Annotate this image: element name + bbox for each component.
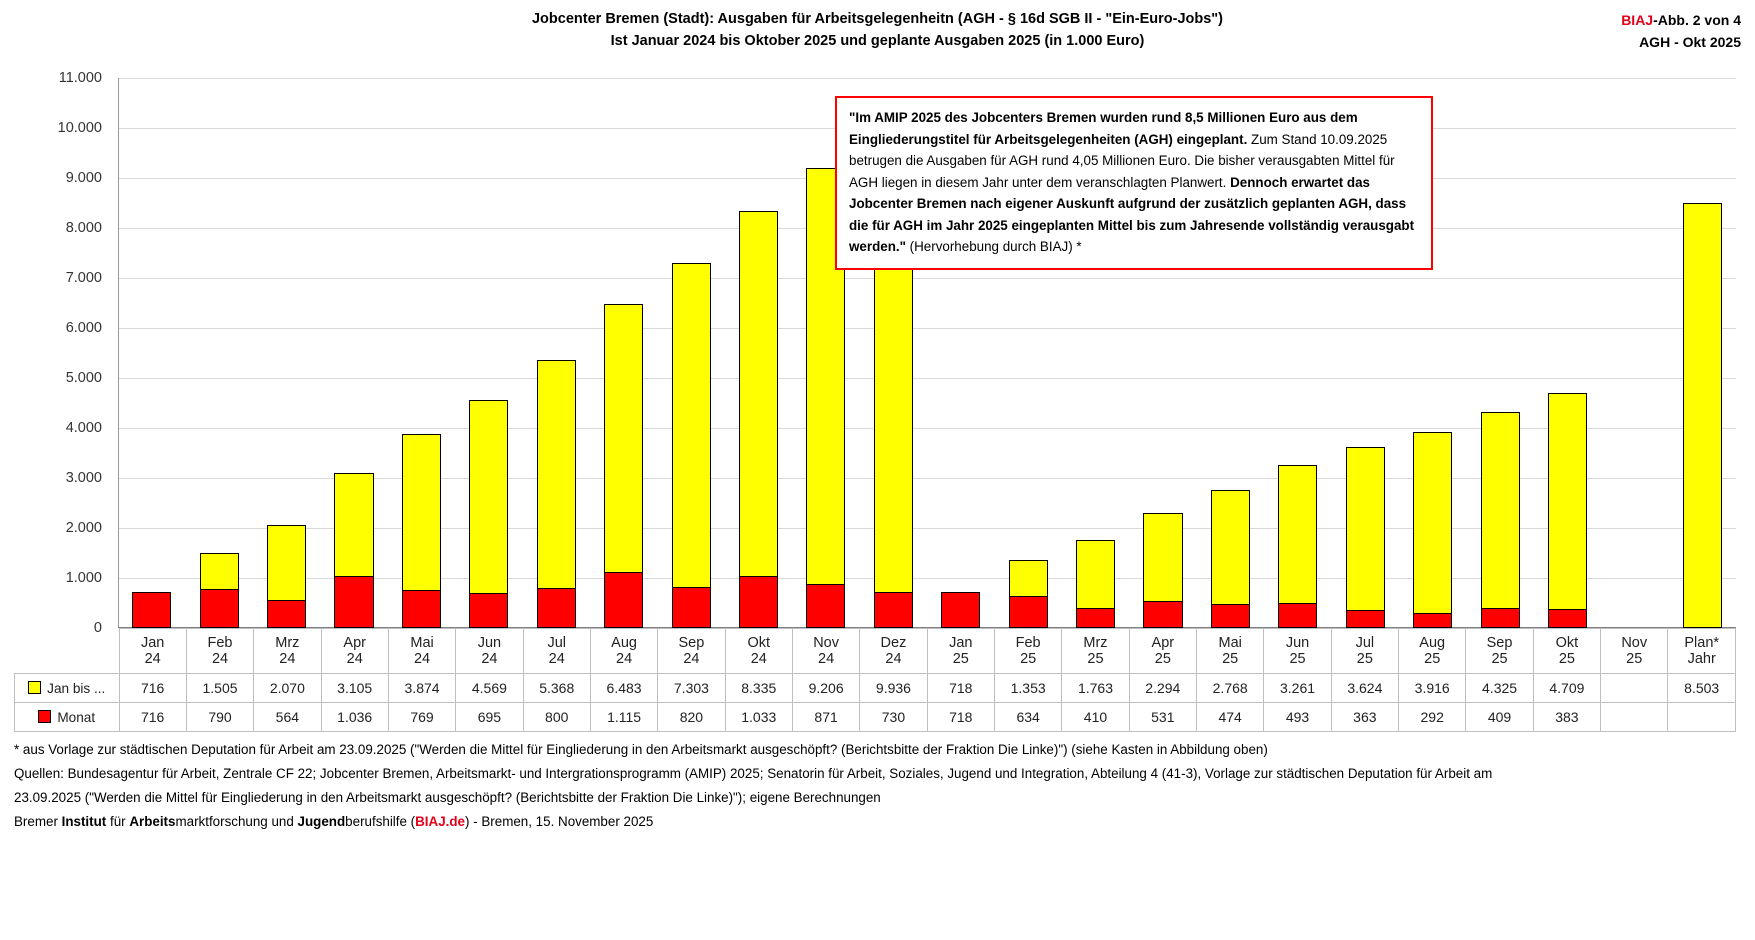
y-axis-tick-label: 11.000 — [58, 70, 102, 86]
table-cell-value: 9.206 — [792, 674, 859, 703]
table-cell-value: 3.624 — [1331, 674, 1398, 703]
table-cell-value: 409 — [1466, 703, 1533, 732]
table-cell-value: 634 — [994, 703, 1061, 732]
table-cell-value: 1.505 — [186, 674, 253, 703]
bar-stack[interactable] — [402, 434, 441, 628]
biaj-brand-label: BIAJ — [1621, 12, 1654, 28]
bar-slot[interactable] — [388, 78, 455, 628]
table-corner-cell — [15, 629, 120, 674]
column-header-month: Jun 25 — [1264, 629, 1331, 674]
table-cell-value: 531 — [1129, 703, 1196, 732]
bar-stack[interactable] — [1009, 560, 1048, 628]
bar-monthly[interactable] — [941, 592, 980, 628]
bar-slot[interactable] — [1534, 78, 1601, 628]
table-cell-value: 7.303 — [658, 674, 725, 703]
footnote-institute-g: berufshilfe ( — [345, 814, 416, 829]
y-axis-tick-label: 8.000 — [65, 220, 102, 236]
bar-monthly[interactable] — [1211, 604, 1250, 628]
bar-stack[interactable] — [1076, 540, 1115, 628]
data-table-body — [15, 629, 1736, 732]
bar-monthly[interactable] — [806, 584, 845, 628]
bar-monthly[interactable] — [1278, 603, 1317, 628]
table-cell-value: 716 — [119, 674, 186, 703]
bar-monthly[interactable] — [672, 587, 711, 628]
bar-monthly[interactable] — [1143, 601, 1182, 628]
table-cell-value: 4.325 — [1466, 674, 1533, 703]
footnote-line-1: * aus Vorlage zur städtischen Deputation für Arbeit am 23.09.2025 ("Werden die Mittel für Eingliederung in den Arbeitsmarkt ausgeschöpft? (Berichtsbitte der Fraktion Die Linke)") (siehe Kasten in Abbildung oben) — [14, 742, 1268, 757]
table-cell-value: 716 — [119, 703, 186, 732]
bar-stack[interactable] — [672, 263, 711, 628]
table-cell-value: 3.105 — [321, 674, 388, 703]
bar-monthly[interactable] — [739, 576, 778, 628]
bar-slot[interactable] — [455, 78, 522, 628]
bar-monthly[interactable] — [537, 588, 576, 628]
figure-number-label: -Abb. 2 von 4 — [1653, 12, 1741, 28]
bar-monthly[interactable] — [1481, 608, 1520, 628]
column-header-month: Apr 25 — [1129, 629, 1196, 674]
callout-text-part-4: (Hervorhebung durch BIAJ) * — [905, 239, 1082, 254]
table-row-cumulative — [15, 674, 1736, 703]
footnote-line-3: 23.09.2025 ("Werden die Mittel für Eingliederung in den Arbeitsmarkt ausgeschöpft? (Berichtsbitte der Fraktion Die Linke)"); eigene Berechnungen — [14, 790, 881, 805]
column-header-month: Plan* Jahr — [1668, 629, 1736, 674]
column-header-month: Mrz 24 — [254, 629, 321, 674]
table-cell-value: 695 — [456, 703, 523, 732]
data-table-wrap — [14, 628, 1736, 732]
bar-cumulative[interactable] — [1413, 432, 1452, 628]
bar-stack[interactable] — [1346, 447, 1385, 628]
y-axis-tick-label: 9.000 — [65, 170, 102, 186]
column-header-month: Nov 25 — [1601, 629, 1668, 674]
table-cell-value: 718 — [927, 674, 994, 703]
bar-cumulative[interactable] — [1346, 447, 1385, 628]
footnotes — [14, 738, 1744, 834]
bar-stack[interactable] — [1143, 513, 1182, 628]
bar-slot[interactable] — [523, 78, 590, 628]
bar-stack[interactable] — [469, 400, 508, 628]
legend-swatch — [38, 710, 51, 723]
column-header-month: Apr 24 — [321, 629, 388, 674]
y-axis-tick-label: 1.000 — [65, 570, 102, 586]
bar-stack[interactable] — [604, 304, 643, 628]
bar-slot[interactable] — [1601, 78, 1668, 628]
figure-reference-line-2: AGH - Okt 2025 — [1639, 34, 1741, 50]
callout-bold-part-3: Dennoch erwartet das Jobcenter Bremen nach eigener Auskunft aufgrund der zusätzlich geplanten AGH, dass die für AGH im Jahr 2025 eingeplanten Mittel bis zum Jahresende vollständig verausgabt werden." — [849, 174, 1415, 254]
table-cell-value: 718 — [927, 703, 994, 732]
footnote-institute-c: für — [106, 814, 130, 829]
y-axis-tick-label: 6.000 — [65, 320, 102, 336]
column-header-month: Nov 24 — [792, 629, 859, 674]
bar-monthly[interactable] — [469, 593, 508, 628]
bar-slot[interactable] — [320, 78, 387, 628]
table-cell-value: 493 — [1264, 703, 1331, 732]
bar-stack[interactable] — [1278, 465, 1317, 628]
bar-stack[interactable] — [1211, 490, 1250, 628]
legend-entry — [15, 703, 120, 732]
chart-title — [0, 8, 1755, 52]
legend-swatch — [28, 681, 41, 694]
table-row-monthly — [15, 703, 1736, 732]
column-header-month: Okt 25 — [1533, 629, 1600, 674]
bar-slot[interactable] — [590, 78, 657, 628]
bar-stack[interactable] — [334, 473, 373, 628]
bar-slot[interactable] — [253, 78, 320, 628]
table-cell-value: 3.916 — [1399, 674, 1466, 703]
footnote-institute-d: Arbeits — [129, 814, 176, 829]
bar-monthly[interactable] — [267, 600, 306, 628]
y-axis-tick-label: 7.000 — [65, 270, 102, 286]
footnote-institute-f: Jugend — [297, 814, 346, 829]
footnote-institute-i: ) - Bremen, 15. November 2025 — [465, 814, 654, 829]
table-cell-value: 3.261 — [1264, 674, 1331, 703]
bar-monthly[interactable] — [1548, 609, 1587, 628]
bar-cumulative[interactable] — [1481, 412, 1520, 628]
y-axis-tick-label: 2.000 — [65, 520, 102, 536]
table-cell-value: 800 — [523, 703, 590, 732]
bar-monthly[interactable] — [1009, 596, 1048, 628]
table-cell-value — [1601, 703, 1668, 732]
bar-monthly[interactable] — [334, 576, 373, 628]
figure-reference — [1621, 9, 1741, 53]
table-cell-value: 2.294 — [1129, 674, 1196, 703]
bar-stack[interactable] — [941, 592, 980, 628]
column-header-month: Mrz 25 — [1062, 629, 1129, 674]
callout-box — [835, 96, 1433, 270]
table-cell-value: 363 — [1331, 703, 1398, 732]
bar-stack[interactable] — [739, 211, 778, 628]
column-header-month: Aug 24 — [590, 629, 657, 674]
bar-monthly[interactable] — [874, 592, 913, 629]
y-axis-tick-label: 5.000 — [65, 370, 102, 386]
column-header-month: Sep 24 — [658, 629, 725, 674]
table-cell-value: 410 — [1062, 703, 1129, 732]
bar-stack[interactable] — [132, 592, 171, 628]
column-header-month: Jul 25 — [1331, 629, 1398, 674]
bar-cumulative[interactable] — [1548, 393, 1587, 628]
callout-bold-part-1: "Im AMIP 2025 des Jobcenters Bremen wurden rund 8,5 Millionen Euro aus dem Eingliederungstitel für Arbeitsgelegenheiten (AGH) eingeplant. — [849, 110, 1358, 147]
bar-cumulative[interactable] — [739, 211, 778, 628]
bar-monthly[interactable] — [1346, 610, 1385, 628]
footnote-institute-e: marktforschung und — [175, 814, 298, 829]
footnote-line-2: Quellen: Bundesagentur für Arbeit, Zentrale CF 22; Jobcenter Bremen, Arbeitsmarkt- und Intergrationsprogramm (AMIP) 2025; Senatorin für Arbeit, Soziales, Jugend und Integration, Abteilung 4 (41-3), Vorlage zur städtischen Deputation für Arbeit am — [14, 766, 1493, 781]
y-axis-tick-label: 0 — [93, 620, 102, 636]
table-cell-value: 769 — [388, 703, 455, 732]
bar-cumulative[interactable] — [1683, 203, 1722, 628]
callout-text-part-2: Zum Stand 10.09.2025 betrugen die Ausgaben für AGH rund 4,05 Millionen Euro. Die bisher verausgabten Mittel für AGH liegen in diesem Jahr unter dem veranschlagten Planwert. — [849, 131, 1395, 190]
table-cell-value: 474 — [1197, 703, 1264, 732]
table-header-row — [15, 629, 1736, 674]
table-cell-value: 4.709 — [1533, 674, 1600, 703]
bar-cumulative[interactable] — [672, 263, 711, 628]
table-cell-value: 730 — [860, 703, 927, 732]
table-cell-value: 1.115 — [590, 703, 657, 732]
bar-slot[interactable] — [185, 78, 252, 628]
bar-slot[interactable] — [118, 78, 185, 628]
table-cell-value: 8.335 — [725, 674, 792, 703]
column-header-month: Jun 24 — [456, 629, 523, 674]
bar-stack[interactable] — [1683, 203, 1722, 628]
table-cell-value — [1668, 703, 1736, 732]
column-header-month: Jan 25 — [927, 629, 994, 674]
bar-stack[interactable] — [1481, 412, 1520, 628]
table-cell-value: 2.070 — [254, 674, 321, 703]
y-axis-tick-label: 10.000 — [57, 120, 102, 136]
figure-reference-line-1 — [1621, 9, 1741, 31]
chart-title-line-1: Jobcenter Bremen (Stadt): Ausgaben für Arbeitsgelegenheitn (AGH - § 16d SGB II - "Ein-Euro-Jobs") — [531, 11, 1224, 27]
bar-monthly[interactable] — [402, 590, 441, 628]
table-cell-value: 3.874 — [388, 674, 455, 703]
table-cell-value: 564 — [254, 703, 321, 732]
legend-label: Jan bis ... — [47, 680, 106, 696]
table-cell-value: 383 — [1533, 703, 1600, 732]
y-axis-tick-label: 4.000 — [65, 420, 102, 436]
y-axis-tick-label: 3.000 — [65, 470, 102, 486]
bar-stack[interactable] — [537, 360, 576, 628]
bar-slot[interactable] — [657, 78, 724, 628]
column-header-month: Dez 24 — [860, 629, 927, 674]
footnote-biaj-link[interactable]: BIAJ.de — [415, 814, 465, 829]
table-cell-value: 1.033 — [725, 703, 792, 732]
table-cell-value: 5.368 — [523, 674, 590, 703]
bar-monthly[interactable] — [200, 589, 239, 629]
table-cell-value: 9.936 — [860, 674, 927, 703]
column-header-month: Jan 24 — [119, 629, 186, 674]
y-axis-labels — [0, 70, 112, 636]
column-header-month: Mai 24 — [388, 629, 455, 674]
bar-stack[interactable] — [200, 553, 239, 628]
column-header-month: Feb 24 — [186, 629, 253, 674]
table-cell-value: 292 — [1399, 703, 1466, 732]
bar-monthly[interactable] — [132, 592, 171, 628]
table-cell-value: 1.763 — [1062, 674, 1129, 703]
column-header-month: Sep 25 — [1466, 629, 1533, 674]
bar-stack[interactable] — [267, 525, 306, 629]
bar-stack[interactable] — [1548, 393, 1587, 628]
column-header-month: Feb 25 — [994, 629, 1061, 674]
footnote-line-4 — [14, 810, 1744, 834]
bar-slot[interactable] — [1669, 78, 1736, 628]
table-cell-value: 6.483 — [590, 674, 657, 703]
data-table — [14, 628, 1736, 732]
table-cell-value: 790 — [186, 703, 253, 732]
table-cell-value: 820 — [658, 703, 725, 732]
table-cell-value: 871 — [792, 703, 859, 732]
table-cell-value: 1.353 — [994, 674, 1061, 703]
chart-title-line-2: Ist Januar 2024 bis Oktober 2025 und geplante Ausgaben 2025 (in 1.000 Euro) — [610, 33, 1145, 49]
bar-monthly[interactable] — [604, 572, 643, 628]
bar-monthly[interactable] — [1076, 608, 1115, 629]
bar-slot[interactable] — [1466, 78, 1533, 628]
column-header-month: Okt 24 — [725, 629, 792, 674]
table-cell-value — [1601, 674, 1668, 703]
table-cell-value: 8.503 — [1668, 674, 1736, 703]
table-cell-value: 1.036 — [321, 703, 388, 732]
column-header-month: Mai 25 — [1197, 629, 1264, 674]
table-cell-value: 4.569 — [456, 674, 523, 703]
column-header-month: Jul 24 — [523, 629, 590, 674]
legend-label: Monat — [57, 709, 96, 725]
legend-entry — [15, 674, 120, 703]
bar-slot[interactable] — [725, 78, 792, 628]
footnote-institute-a: Bremer — [14, 814, 62, 829]
bar-stack[interactable] — [1413, 432, 1452, 628]
footnote-institute-b: Institut — [61, 814, 107, 829]
table-cell-value: 2.768 — [1197, 674, 1264, 703]
bar-monthly[interactable] — [1413, 613, 1452, 628]
column-header-month: Aug 25 — [1399, 629, 1466, 674]
